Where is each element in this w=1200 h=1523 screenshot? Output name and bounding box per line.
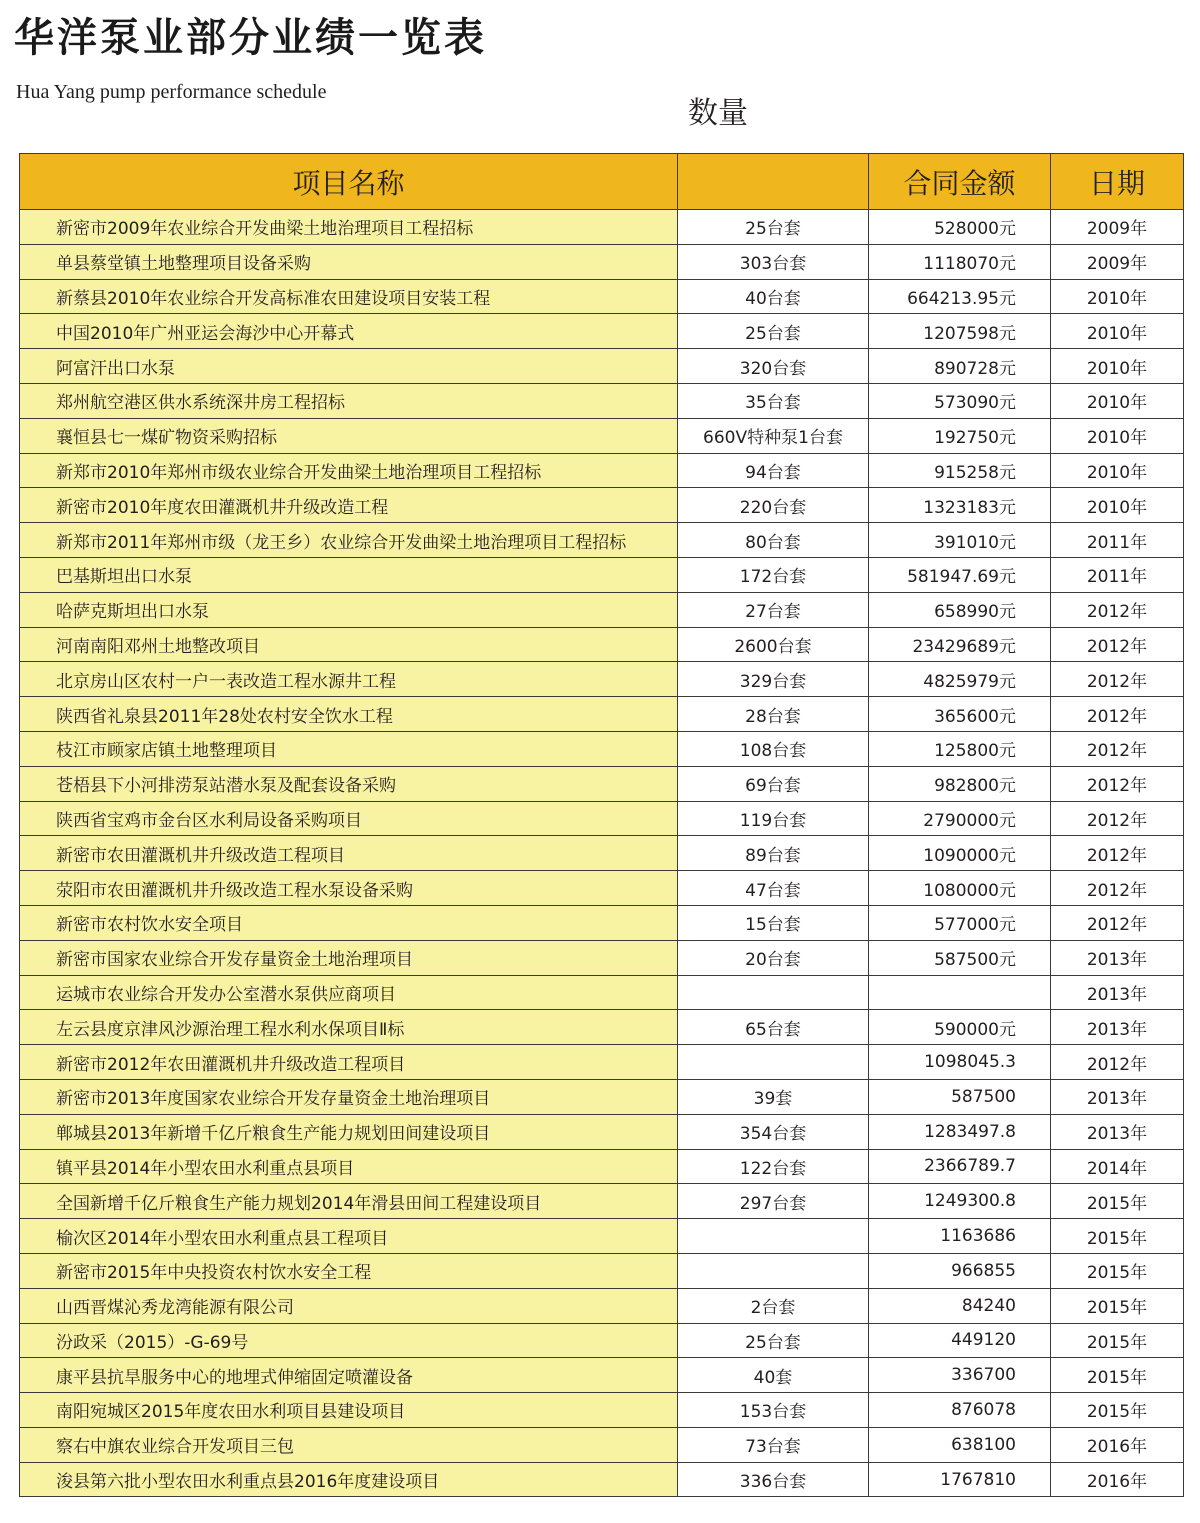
header-project-name: 项目名称 (20, 154, 678, 210)
table-row (20, 1253, 1184, 1288)
quantity-cell: 15台套 (678, 905, 869, 940)
contract-amount-cell: 391010元 (869, 523, 1051, 558)
date-cell: 2013年 (1051, 1079, 1184, 1114)
quantity-cell: 297台套 (678, 1184, 869, 1219)
contract-amount-cell: 1249300.8 (869, 1184, 1051, 1219)
contract-amount-cell: 1080000元 (869, 871, 1051, 906)
table-row (20, 1462, 1184, 1497)
project-name-cell: 郸城县2013年新增千亿斤粮食生产能力规划田间建设项目 (20, 1114, 678, 1149)
table-row (20, 314, 1184, 349)
contract-amount-cell: 528000元 (869, 210, 1051, 245)
project-name-cell: 康平县抗旱服务中心的地埋式伸缩固定喷灌设备 (20, 1358, 678, 1393)
project-name-cell: 新郑市2010年郑州市级农业综合开发曲梁土地治理项目工程招标 (20, 453, 678, 488)
table-row (20, 383, 1184, 418)
contract-amount-cell: 365600元 (869, 697, 1051, 732)
table-row (20, 1288, 1184, 1323)
table-row (20, 210, 1184, 245)
contract-amount-cell: 587500元 (869, 940, 1051, 975)
project-name-cell: 枝江市顾家店镇土地整理项目 (20, 731, 678, 766)
quantity-cell: 35台套 (678, 383, 869, 418)
table-row (20, 871, 1184, 906)
project-name-cell: 新密市国家农业综合开发存量资金土地治理项目 (20, 940, 678, 975)
date-cell: 2012年 (1051, 662, 1184, 697)
quantity-cell: 40套 (678, 1358, 869, 1393)
quantity-heading: 数量 (688, 96, 748, 131)
page-subtitle: Hua Yang pump performance schedule (16, 81, 327, 103)
date-cell: 2012年 (1051, 1045, 1184, 1080)
quantity-cell: 303台套 (678, 244, 869, 279)
date-cell: 2010年 (1051, 349, 1184, 384)
header-date: 日期 (1051, 154, 1184, 210)
quantity-cell: 172台套 (678, 557, 869, 592)
quantity-cell: 122台套 (678, 1149, 869, 1184)
project-name-cell: 陕西省礼泉县2011年28处农村安全饮水工程 (20, 697, 678, 732)
quantity-cell: 89台套 (678, 836, 869, 871)
contract-amount-cell: 336700 (869, 1358, 1051, 1393)
date-cell: 2010年 (1051, 488, 1184, 523)
quantity-cell: 69台套 (678, 766, 869, 801)
quantity-cell (678, 1219, 869, 1254)
date-cell: 2011年 (1051, 523, 1184, 558)
project-name-cell: 新密市农村饮水安全项目 (20, 905, 678, 940)
table-row (20, 1010, 1184, 1045)
table-row (20, 1079, 1184, 1114)
quantity-cell (678, 975, 869, 1010)
date-cell: 2010年 (1051, 279, 1184, 314)
project-name-cell: 哈萨克斯坦出口水泵 (20, 592, 678, 627)
quantity-cell: 119台套 (678, 801, 869, 836)
contract-amount-cell: 1767810 (869, 1462, 1051, 1497)
table-row (20, 627, 1184, 662)
project-name-cell: 新密市2015年中央投资农村饮水安全工程 (20, 1253, 678, 1288)
contract-amount-cell: 1118070元 (869, 244, 1051, 279)
table-row (20, 1393, 1184, 1428)
contract-amount-cell: 2790000元 (869, 801, 1051, 836)
quantity-cell: 28台套 (678, 697, 869, 732)
project-name-cell: 榆次区2014年小型农田水利重点县工程项目 (20, 1219, 678, 1254)
project-name-cell: 全国新增千亿斤粮食生产能力规划2014年滑县田间工程建设项目 (20, 1184, 678, 1219)
quantity-cell: 354台套 (678, 1114, 869, 1149)
quantity-cell: 65台套 (678, 1010, 869, 1045)
date-cell: 2015年 (1051, 1219, 1184, 1254)
header-contract-amount: 合同金额 (869, 154, 1051, 210)
table-row (20, 1219, 1184, 1254)
project-name-cell: 河南南阳邓州土地整改项目 (20, 627, 678, 662)
project-name-cell: 左云县度京津风沙源治理工程水利水保项目Ⅱ标 (20, 1010, 678, 1045)
quantity-cell: 47台套 (678, 871, 869, 906)
date-cell: 2010年 (1051, 314, 1184, 349)
project-name-cell: 新郑市2011年郑州市级（龙王乡）农业综合开发曲梁土地治理项目工程招标 (20, 523, 678, 558)
contract-amount-cell: 84240 (869, 1288, 1051, 1323)
table-row (20, 975, 1184, 1010)
date-cell: 2012年 (1051, 836, 1184, 871)
contract-amount-cell: 638100 (869, 1427, 1051, 1462)
project-name-cell: 荥阳市农田灌溉机井升级改造工程水泵设备采购 (20, 871, 678, 906)
project-name-cell: 浚县第六批小型农田水利重点县2016年度建设项目 (20, 1462, 678, 1497)
quantity-cell: 40台套 (678, 279, 869, 314)
date-cell: 2015年 (1051, 1184, 1184, 1219)
header-quantity (678, 154, 869, 210)
table-row (20, 905, 1184, 940)
contract-amount-cell: 890728元 (869, 349, 1051, 384)
table-header-row (20, 154, 1184, 210)
project-name-cell: 新密市2009年农业综合开发曲梁土地治理项目工程招标 (20, 210, 678, 245)
date-cell: 2015年 (1051, 1288, 1184, 1323)
table-row (20, 1114, 1184, 1149)
date-cell: 2012年 (1051, 697, 1184, 732)
project-name-cell: 新密市2010年度农田灌溉机井升级改造工程 (20, 488, 678, 523)
table-row (20, 488, 1184, 523)
project-name-cell: 新密市2013年度国家农业综合开发存量资金土地治理项目 (20, 1079, 678, 1114)
project-name-cell: 中国2010年广州亚运会海沙中心开幕式 (20, 314, 678, 349)
date-cell: 2013年 (1051, 975, 1184, 1010)
contract-amount-cell: 1323183元 (869, 488, 1051, 523)
contract-amount-cell: 1283497.8 (869, 1114, 1051, 1149)
quantity-cell: 108台套 (678, 731, 869, 766)
quantity-cell: 25台套 (678, 1323, 869, 1358)
project-name-cell: 新密市2012年农田灌溉机井升级改造工程项目 (20, 1045, 678, 1080)
project-name-cell: 新密市农田灌溉机井升级改造工程项目 (20, 836, 678, 871)
table-row (20, 1323, 1184, 1358)
project-name-cell: 南阳宛城区2015年度农田水利项目县建设项目 (20, 1393, 678, 1428)
table-row (20, 1184, 1184, 1219)
quantity-cell: 2600台套 (678, 627, 869, 662)
date-cell: 2012年 (1051, 905, 1184, 940)
date-cell: 2013年 (1051, 1010, 1184, 1045)
table-row (20, 731, 1184, 766)
contract-amount-cell: 1207598元 (869, 314, 1051, 349)
table-row (20, 766, 1184, 801)
date-cell: 2009年 (1051, 244, 1184, 279)
date-cell: 2013年 (1051, 1114, 1184, 1149)
quantity-cell: 320台套 (678, 349, 869, 384)
quantity-cell: 153台套 (678, 1393, 869, 1428)
project-name-cell: 山西晋煤沁秀龙湾能源有限公司 (20, 1288, 678, 1323)
table-row (20, 836, 1184, 871)
contract-amount-cell: 1090000元 (869, 836, 1051, 871)
quantity-cell: 329台套 (678, 662, 869, 697)
date-cell: 2015年 (1051, 1323, 1184, 1358)
contract-amount-cell: 664213.95元 (869, 279, 1051, 314)
date-cell: 2010年 (1051, 453, 1184, 488)
date-cell: 2015年 (1051, 1393, 1184, 1428)
project-name-cell: 巴基斯坦出口水泵 (20, 557, 678, 592)
date-cell: 2010年 (1051, 383, 1184, 418)
contract-amount-cell: 587500 (869, 1079, 1051, 1114)
project-name-cell: 郑州航空港区供水系统深井房工程招标 (20, 383, 678, 418)
date-cell: 2014年 (1051, 1149, 1184, 1184)
contract-amount-cell: 23429689元 (869, 627, 1051, 662)
date-cell: 2015年 (1051, 1253, 1184, 1288)
quantity-cell: 94台套 (678, 453, 869, 488)
table-row (20, 557, 1184, 592)
quantity-cell: 25台套 (678, 210, 869, 245)
project-name-cell: 陕西省宝鸡市金台区水利局设备采购项目 (20, 801, 678, 836)
table-row (20, 1045, 1184, 1080)
contract-amount-cell: 2366789.7 (869, 1149, 1051, 1184)
table-row (20, 940, 1184, 975)
contract-amount-cell: 192750元 (869, 418, 1051, 453)
quantity-cell: 73台套 (678, 1427, 869, 1462)
table-row (20, 801, 1184, 836)
date-cell: 2012年 (1051, 766, 1184, 801)
project-name-cell: 襄恒县七一煤矿物资采购招标 (20, 418, 678, 453)
contract-amount-cell: 966855 (869, 1253, 1051, 1288)
table-row (20, 1358, 1184, 1393)
date-cell: 2012年 (1051, 627, 1184, 662)
project-name-cell: 运城市农业综合开发办公室潜水泵供应商项目 (20, 975, 678, 1010)
contract-amount-cell: 4825979元 (869, 662, 1051, 697)
contract-amount-cell: 915258元 (869, 453, 1051, 488)
quantity-cell: 27台套 (678, 592, 869, 627)
contract-amount-cell: 982800元 (869, 766, 1051, 801)
table-row (20, 1427, 1184, 1462)
quantity-cell: 80台套 (678, 523, 869, 558)
contract-amount-cell: 581947.69元 (869, 557, 1051, 592)
date-cell: 2009年 (1051, 210, 1184, 245)
quantity-cell (678, 1253, 869, 1288)
project-name-cell: 察右中旗农业综合开发项目三包 (20, 1427, 678, 1462)
quantity-cell: 25台套 (678, 314, 869, 349)
quantity-cell: 2台套 (678, 1288, 869, 1323)
table-row (20, 662, 1184, 697)
project-name-cell: 苍梧县下小河排涝泵站潜水泵及配套设备采购 (20, 766, 678, 801)
date-cell: 2010年 (1051, 418, 1184, 453)
table-row (20, 1149, 1184, 1184)
table-row (20, 453, 1184, 488)
project-name-cell: 北京房山区农村一户一表改造工程水源井工程 (20, 662, 678, 697)
performance-table (19, 153, 1184, 1497)
quantity-cell: 220台套 (678, 488, 869, 523)
contract-amount-cell: 1098045.3 (869, 1045, 1051, 1080)
date-cell: 2016年 (1051, 1427, 1184, 1462)
date-cell: 2012年 (1051, 871, 1184, 906)
project-name-cell: 镇平县2014年小型农田水利重点县项目 (20, 1149, 678, 1184)
project-name-cell: 新蔡县2010年农业综合开发高标准农田建设项目安装工程 (20, 279, 678, 314)
contract-amount-cell: 573090元 (869, 383, 1051, 418)
date-cell: 2012年 (1051, 801, 1184, 836)
table-row (20, 418, 1184, 453)
quantity-cell: 39套 (678, 1079, 869, 1114)
contract-amount-cell: 1163686 (869, 1219, 1051, 1254)
date-cell: 2011年 (1051, 557, 1184, 592)
date-cell: 2012年 (1051, 731, 1184, 766)
project-name-cell: 单县蔡堂镇土地整理项目设备采购 (20, 244, 678, 279)
table-body (20, 210, 1184, 1497)
table-row (20, 697, 1184, 732)
contract-amount-cell: 658990元 (869, 592, 1051, 627)
contract-amount-cell (869, 975, 1051, 1010)
quantity-cell: 660V特种泵1台套 (678, 418, 869, 453)
contract-amount-cell: 449120 (869, 1323, 1051, 1358)
date-cell: 2016年 (1051, 1462, 1184, 1497)
page-title: 华洋泵业部分业绩一览表 (14, 14, 487, 61)
project-name-cell: 阿富汗出口水泵 (20, 349, 678, 384)
table-row (20, 523, 1184, 558)
contract-amount-cell: 125800元 (869, 731, 1051, 766)
table-row (20, 244, 1184, 279)
table-row (20, 349, 1184, 384)
quantity-cell (678, 1045, 869, 1080)
quantity-cell: 20台套 (678, 940, 869, 975)
date-cell: 2015年 (1051, 1358, 1184, 1393)
date-cell: 2013年 (1051, 940, 1184, 975)
contract-amount-cell: 590000元 (869, 1010, 1051, 1045)
project-name-cell: 汾政采（2015）-G-69号 (20, 1323, 678, 1358)
contract-amount-cell: 876078 (869, 1393, 1051, 1428)
date-cell: 2012年 (1051, 592, 1184, 627)
table-row (20, 592, 1184, 627)
table-row (20, 279, 1184, 314)
quantity-cell: 336台套 (678, 1462, 869, 1497)
contract-amount-cell: 577000元 (869, 905, 1051, 940)
